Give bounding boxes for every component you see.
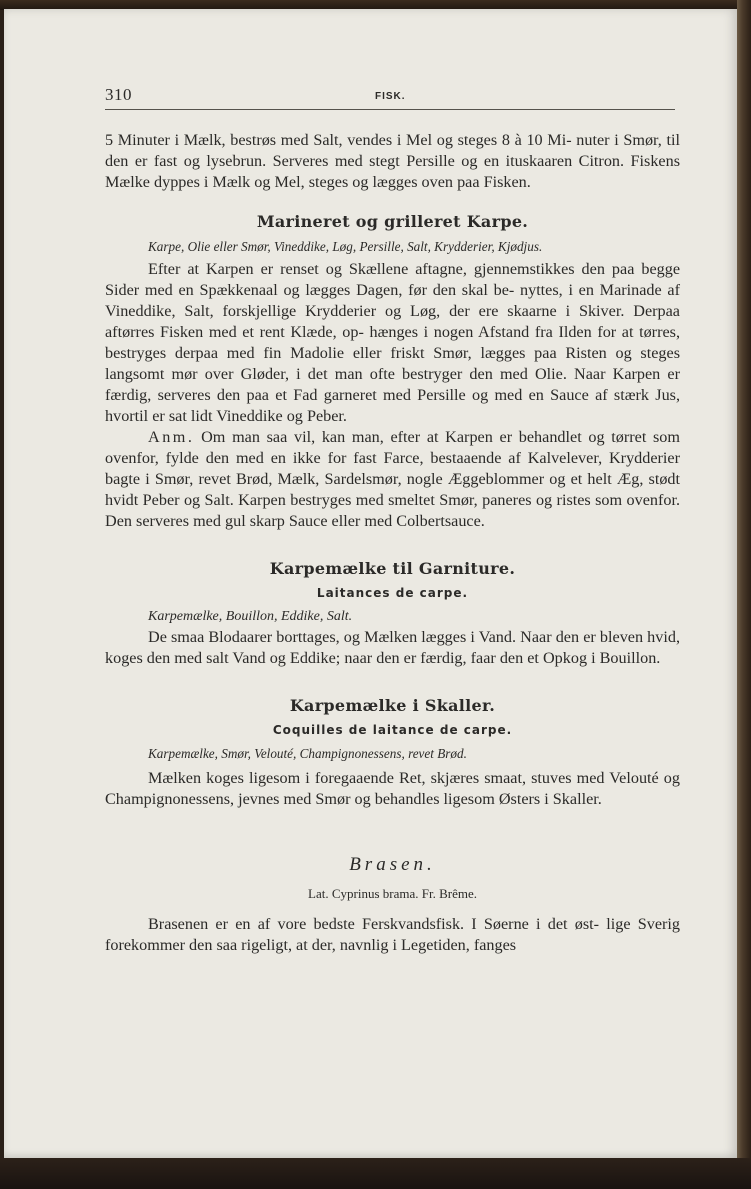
running-head	[105, 79, 675, 109]
latin-name-brasen: Lat. Cyprinus brama. Fr. Brême.	[308, 886, 477, 901]
recipe-paragraph-karpemaelke-garniture: De smaa Blodaarer borttages, og Mælken lægges i Vand. Naar den er bleven hvid, koges den med salt Vand og Eddike; naar den er færdig, faar den et Opkog i Bouillon.	[105, 628, 681, 667]
note-paragraph-marineret-karpe: Anm. Om man saa vil, kan man, efter at Karpen er behandlet og tørret som ovenfor, fylde den med en ikke for fast Farce, bestaaende af Kalvelever, Krydderier bagte i Smør, revet Brød, Mælk, Sardelsmør, nogle Æggeblommer og et helt Æg, stødt hvidt Peber og Salt. Karpen bestryges med smeltet Smør, paneres og ristes som ovenfor. Den serveres med gul skarp Sauce eller med Colbertsauce.	[105, 428, 681, 530]
recipe-title-karpemaelke-skaller: Karpemælke i Skaller.	[289, 696, 496, 715]
ingredients-karpemaelke-garniture: Karpemælke, Bouillon, Eddike, Salt.	[148, 609, 353, 624]
brasen-paragraph: Brasenen er en af vore bedste Ferskvandsfisk. I Søerne i det øst- lige Sverig forekommer den saa rigeligt, at der, navnlig i Legetiden, fanges	[105, 915, 680, 954]
fish-title-brasen: Brasen.	[349, 854, 436, 875]
recipe-paragraph-marineret-karpe: Efter at Karpen er renset og Skællene aftagne, gjennemstikkes den paa begge Sider med en Spækkenaal og lægges Dagen, før den skal be- nyttes, i en Marinade af Vineddike, Salt, forskjellige Krydderier og Løg, der ere skaarne i Skiver. Derpaa aftørres Fisken med et rent Klæde, op- hænges i nogen Afstand fra Ilden for at tørres, bestryges derpaa med fin Madolie eller friskt Smør, lægges paa Risten og steges langsomt mør over Gløder, i det man ofte bestryger den med Olie. Naar Karpen er færdig, serveres den paa et Fad garneret med Persille og med en Sauce af stærk Jus, hvortil er sat lidt Vineddike og Peber.	[105, 260, 681, 425]
intro-paragraph: 5 Minuter i Mælk, bestrøs med Salt, vendes i Mel og steges 8 à 10 Mi- nuter i Smør, til den er fast og lysebrun. Serveres med stegt Persille og en ituskaaren Citron. Fiskens Mælke dyppes i Mælk og Mel, steges og lægges oven paa Fisken.	[105, 131, 681, 191]
book-page	[4, 9, 738, 1159]
running-header-title: FISK.	[375, 91, 406, 102]
recipe-paragraph-karpemaelke-skaller: Mælken koges ligesom i foregaaende Ret, skjæres smaat, stuves med Velouté og Champignonessens, jevnes med Smør og behandles ligesom Østers i Skaller.	[105, 769, 680, 808]
page-body	[105, 130, 680, 956]
book-spine-edge	[737, 0, 751, 1189]
header-rule	[105, 109, 675, 110]
page-number: 310	[105, 85, 132, 104]
recipe-subtitle-laitances: Laitances de carpe.	[316, 586, 469, 600]
book-bottom-edge	[0, 1158, 751, 1189]
ingredients-karpemaelke-skaller: Karpemælke, Smør, Velouté, Champignonessens, revet Brød.	[148, 746, 467, 761]
note-label: Anm.	[148, 428, 195, 446]
ingredients-marineret-karpe: Karpe, Olie eller Smør, Vineddike, Løg, Persille, Salt, Krydderier, Kjødjus.	[148, 239, 543, 254]
recipe-title-karpemaelke-garniture: Karpemælke til Garniture.	[269, 559, 516, 578]
recipe-title-marineret-karpe: Marineret og grilleret Karpe.	[256, 212, 529, 231]
recipe-subtitle-coquilles: Coquilles de laitance de carpe.	[272, 723, 513, 737]
